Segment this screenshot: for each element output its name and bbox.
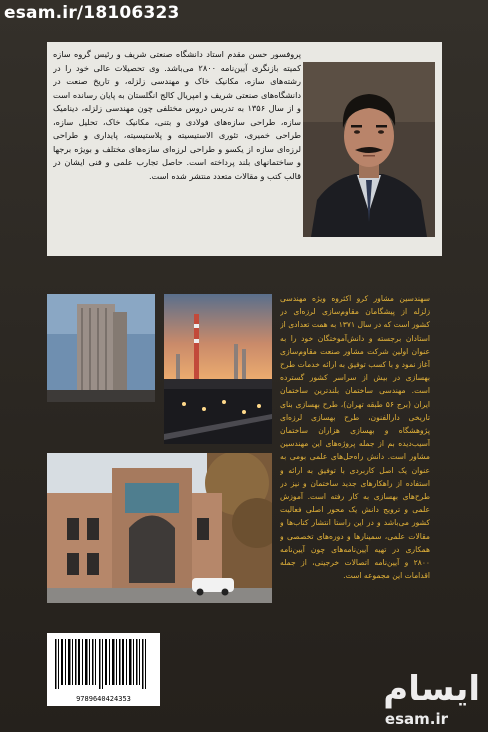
author-bio-panel xyxy=(47,42,442,256)
esam-logo xyxy=(330,662,488,732)
watermark-url: esam.ir/18106323 xyxy=(4,3,180,23)
author-portrait xyxy=(303,62,435,237)
svg-text:ایسام: ایسام xyxy=(383,669,480,709)
tower-photo xyxy=(47,294,155,402)
back-cover-text: سهندسین مشاور کرو اکثروه ویژه مهندسی زلزله از پیشگامان مقاوم‌سازی لرزه‌ای در کشور است که در سال ۱۳۷۱ به همت تعدادی از استادان برجسته و دانش‌آموختگان خود را به عنوان اولین شرکت مشاور صنعت مقاوم‌سازی آغاز نمود و با کسب توفیق به ارائه خدمات طرح بهسازی در بیش از سراسر کشور گسترده است. مهندسی ساختمان بلندترین ساختمان ایران (برج ۵۶ طبقه تهران)، طرح بهسازی بنای تاریخی دارالفنون، طرح بهسازی لرزه‌ای پژوهشگاه و بهسازی هزاران ساختمان آسیب‌دیده بم از جمله پروژه‌های این مهندسین مشاور است. دانش راه‌حل‌های علمی بومی به عنوان یک اصل کاربردی با توفیق به ارائه و استفاده از راهکارهای جدید ساختمان و نیز در طرح‌های بهسازی به کار رفته است. آموزش علمی و ترویج دانش یک محور اصلی فعالیت کشور می‌باشد و در این راستا انتشار کتاب‌ها و مقالات علمی، سمینارها و دوره‌های تخصصی و همکاری در تهیه آیین‌نامه‌های چون آیین‌نامه ۲۸۰۰ و آیین‌نامه اتصالات خرجینی، از جمله اقدامات این مجموعه است. xyxy=(280,294,430,581)
author-bio-text: پروفسور حسن مقدم استاد دانشگاه صنعتی شریف و رئیس گروه سازه کمیته بازنگری آیین‌نامه ۲۸۰۰ می‌باشد. وی تحصیلات عالی خود را در رشته‌های سازه، مکانیک خاک و مهندسی زلزله، و تاریخ صنعت در دانشگاه‌های صنعتی شریف و امپریال کالج انگلستان به پایان رسانده است و از سال ۱۳۵۶ به تدریس دروس مختلفی چون مهندسی زلزله، دینامیک سازه، طراحی سازه‌های فولادی و بتنی، مکانیک خاک، تحلیل سازه، طراحی خمیری، تئوری الاستیسیته و پلاستیسیته، پایداری و طراحی لرزه‌ای سازه از یکسو و طراحی لرزه‌ای سازه‌های مختلف و بویژه برجها و ساختمانهای بلند پرداخته است. حاصل تجارب علمی و فنی ایشان در قالب کتب و مقالات متعدد منتشر شده است. xyxy=(53,49,301,181)
esam-logo-text: esam.ir xyxy=(384,710,448,728)
isbn-barcode xyxy=(47,633,160,706)
isbn-number: 9789640424353 xyxy=(76,695,131,703)
refinery-photo xyxy=(164,294,272,444)
historic-building-photo xyxy=(47,453,272,603)
